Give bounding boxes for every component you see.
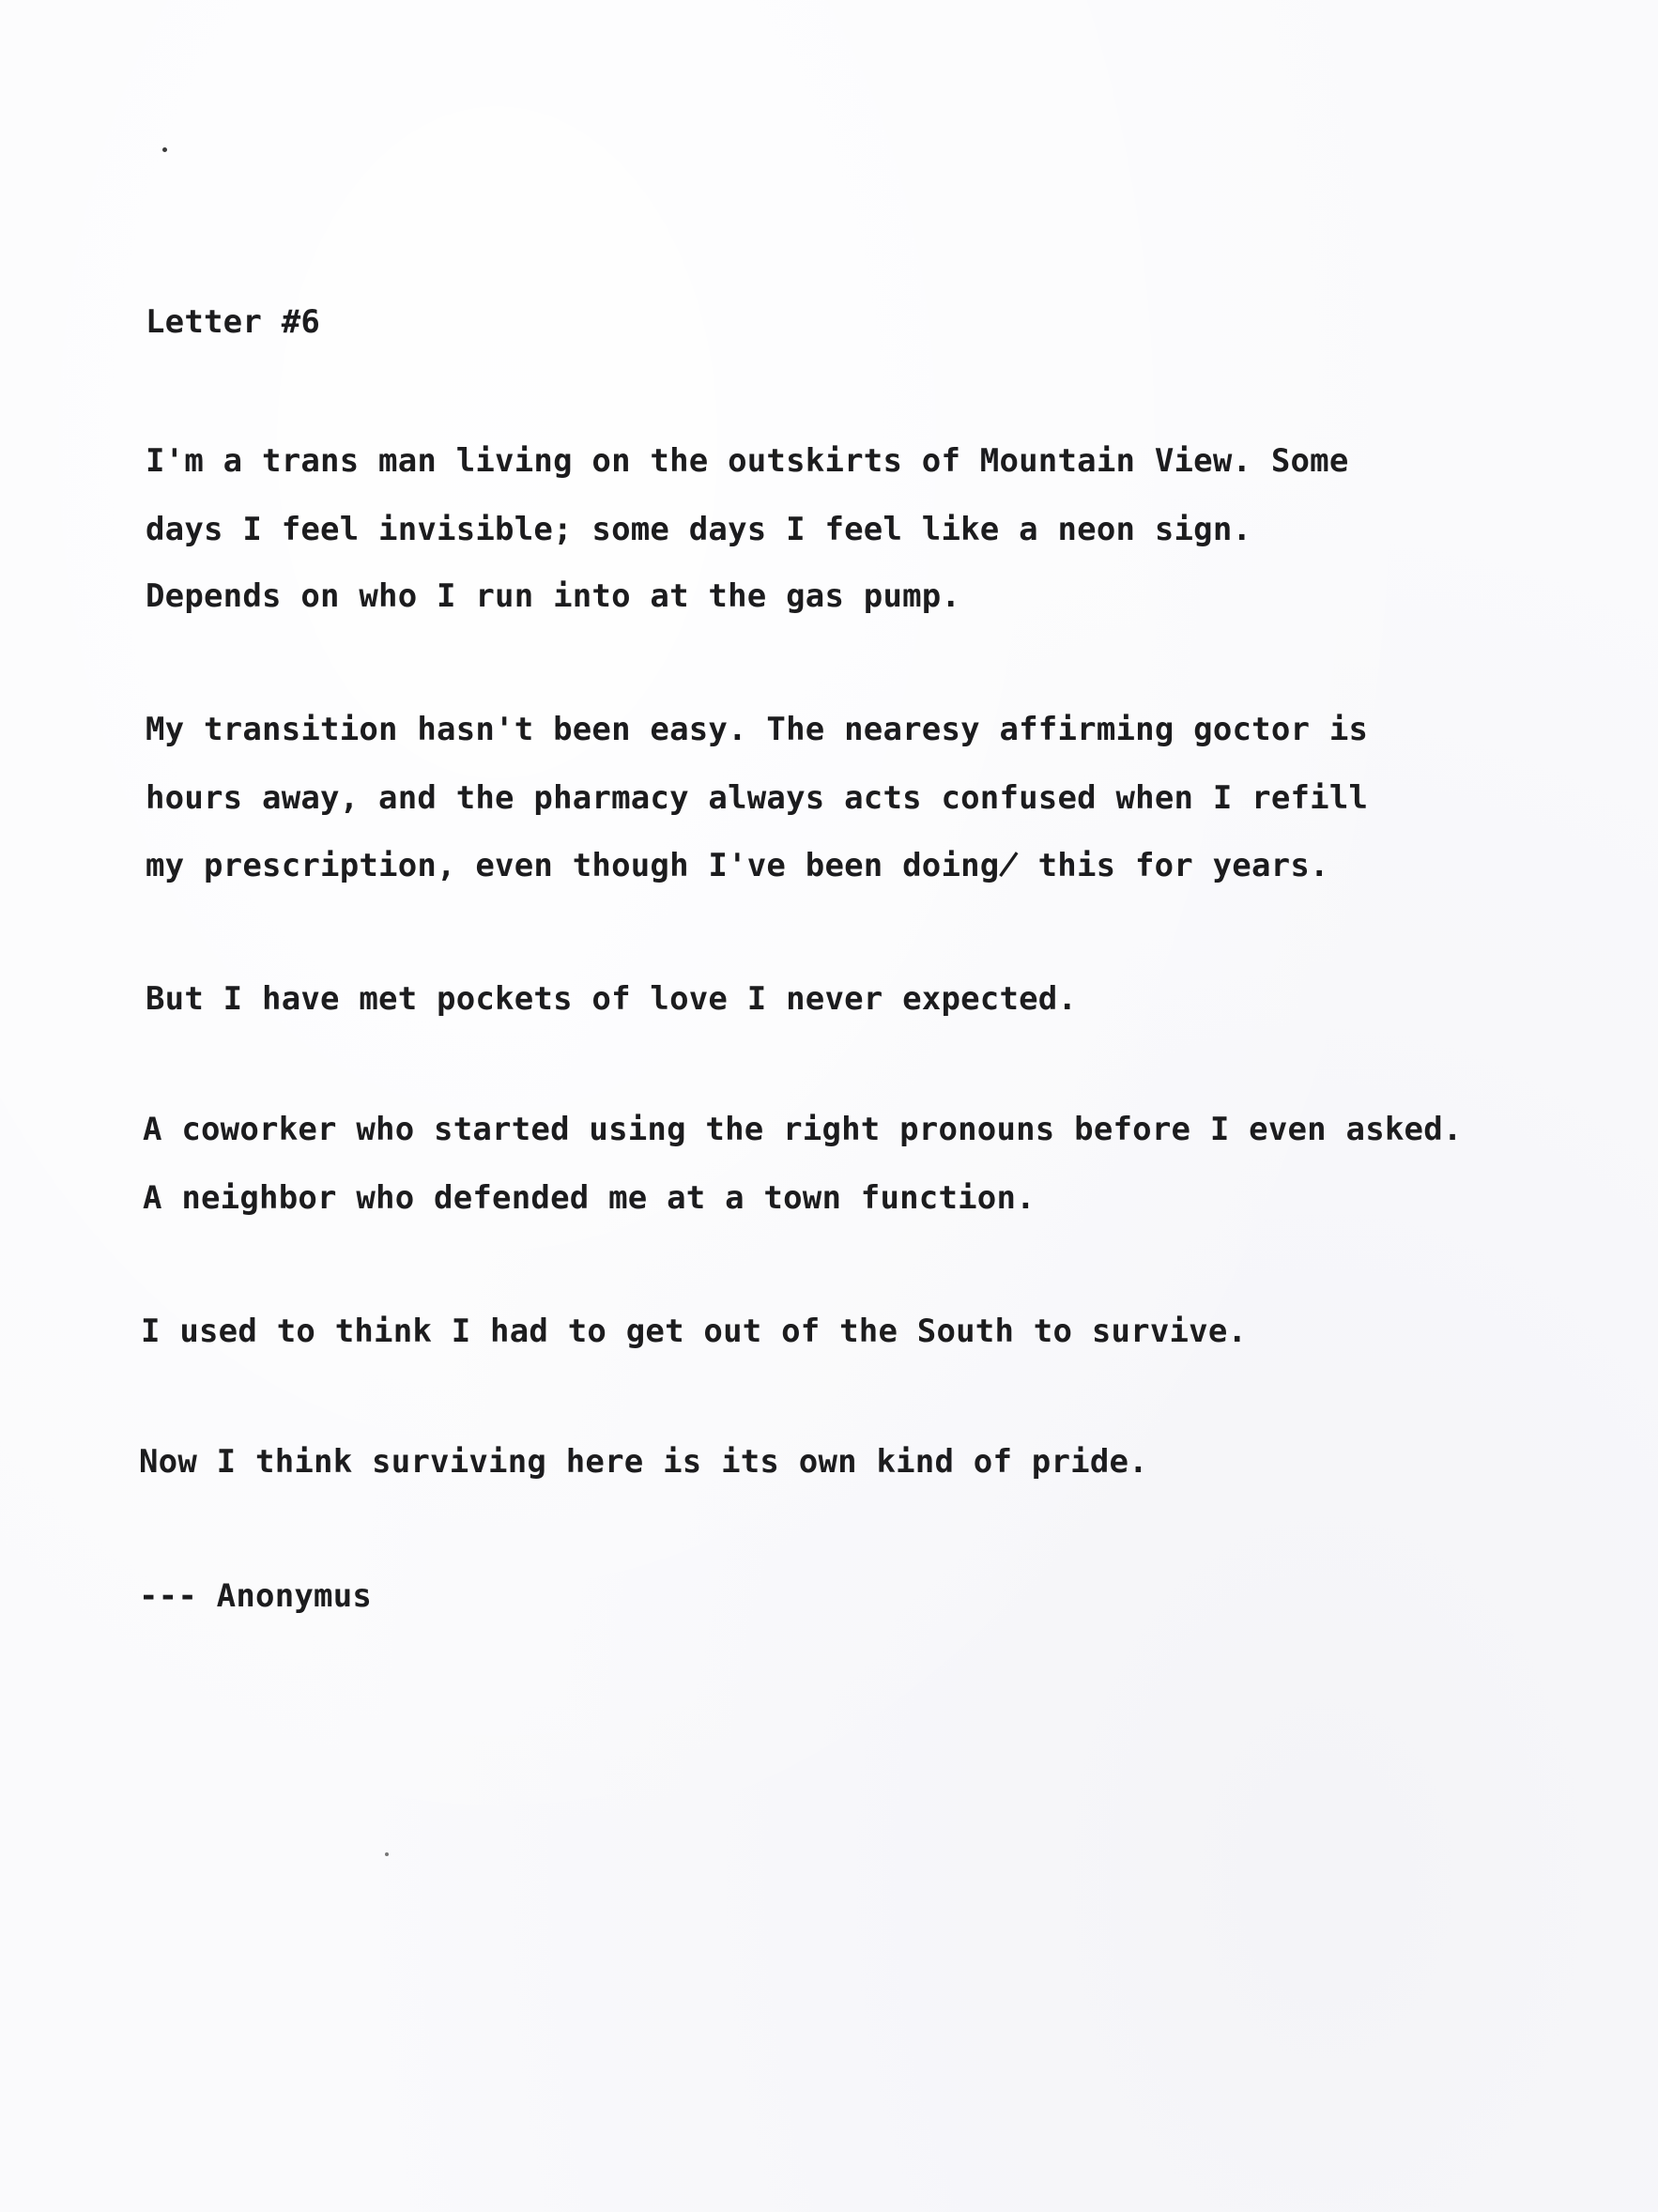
ink-speck bbox=[385, 1852, 389, 1856]
letter-line: days I feel invisible; some days I feel like a neon sign. bbox=[146, 511, 1252, 548]
ink-speck bbox=[162, 147, 167, 152]
letter-heading: Letter #6 bbox=[146, 303, 321, 341]
letter-line: my prescription, even though I've been doing̸ this for years. bbox=[146, 847, 1329, 884]
letter-line: A coworker who started using the right pronouns before I even asked. bbox=[143, 1111, 1463, 1148]
letter-line: Depends on who I run into at the gas pump. bbox=[146, 577, 961, 615]
letter-line: My transition hasn't been easy. The nearesy affirming goctor is bbox=[146, 711, 1369, 748]
letter-line: hours away, and the pharmacy always acts confused when I refill bbox=[146, 779, 1369, 817]
letter-line: But I have met pockets of love I never expected. bbox=[146, 980, 1078, 1018]
signature: --- Anonymus bbox=[139, 1577, 373, 1615]
letter-line: A neighbor who defended me at a town function. bbox=[143, 1179, 1036, 1217]
letter-line: Now I think surviving here is its own kind of pride. bbox=[139, 1443, 1148, 1481]
letter-line: I'm a trans man living on the outskirts of Mountain View. Some bbox=[146, 442, 1349, 480]
letter-line: I used to think I had to get out of the South to survive. bbox=[141, 1313, 1248, 1350]
